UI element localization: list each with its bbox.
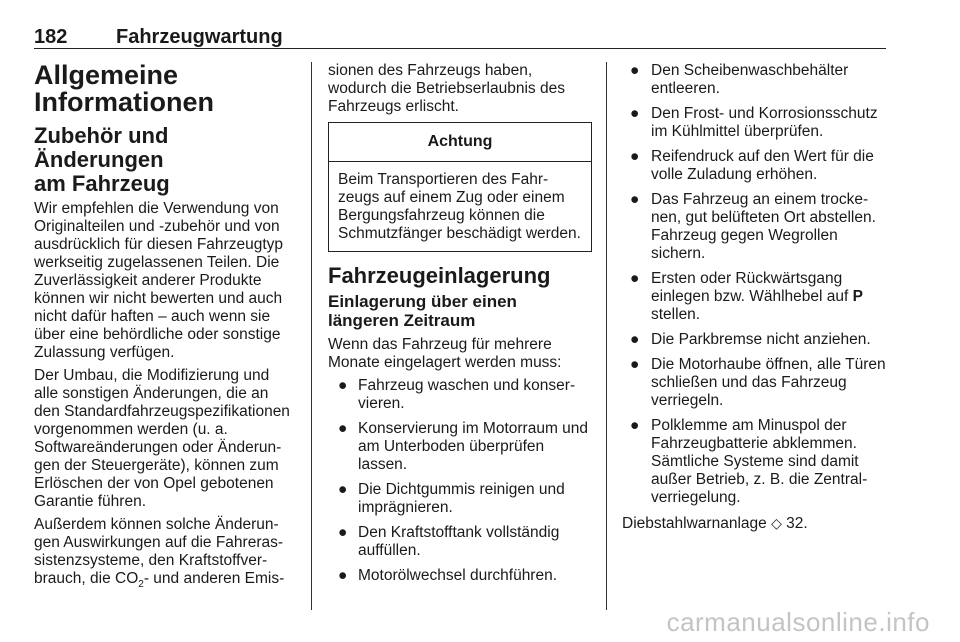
caution-title: Achtung — [329, 123, 591, 162]
page-reference-icon: ◇ — [771, 515, 782, 531]
list-item — [328, 420, 592, 474]
column-3 — [622, 62, 888, 538]
list-item — [328, 377, 592, 413]
bullet-icon: ● — [338, 567, 348, 584]
co2-subscript: 2 — [138, 579, 144, 591]
paragraph-1: Wir empfehlen die Verwendung von Originalteilen und -zubehör und von ausdrücklich für diesen Fahrzeugtyp werkseitig zugelassenen Teilen. Die Zuverlässigkeit anderer Produkte können wir nicht bewerten und auch nicht dafür haften – auch wenn sie über eine behördliche oder sonstige Zulassung verfügen. — [34, 200, 283, 361]
gear-p-label: P — [852, 288, 863, 305]
bullet-icon: ● — [338, 377, 348, 394]
list-item-text: Die Motorhaube öffnen, alle Türen schließen und das Fahrzeug verriegeln. — [651, 356, 886, 409]
list-item-text: Konservierung im Motorraum und am Unterboden überprüfen lassen. — [358, 420, 589, 473]
list-item-text-end: stellen. — [651, 306, 701, 323]
storage-list-continued — [622, 62, 888, 507]
list-item-text: Die Dichtgummis reinigen und imprägnieren. — [358, 481, 565, 516]
bullet-icon: ● — [630, 105, 640, 122]
storage-list — [328, 377, 592, 585]
bullet-icon: ● — [338, 420, 348, 437]
subsection-title-long-storage: Einlagerung über einen längeren Zeitraum — [328, 292, 517, 330]
list-item — [328, 481, 592, 517]
storage-intro: Wenn das Fahrzeug für mehrere Monate eingelagert werden muss: — [328, 336, 562, 371]
list-item-text: Das Fahrzeug an einem trockenen, gut belüfteten Ort abstellen. Fahrzeug gegen Wegrollen sichern. — [651, 191, 876, 262]
paragraph-3-end: - und anderen Emis- — [143, 570, 285, 587]
bullet-icon: ● — [630, 148, 640, 165]
bullet-icon: ● — [338, 524, 348, 541]
page-number: 182 — [34, 26, 68, 48]
page-header — [34, 26, 886, 49]
list-item — [622, 417, 888, 507]
paragraph-2: Der Umbau, die Modifizierung und alle sonstigen Änderungen, die an den Standardfahrzeugspezifikationen vorgenommen werden (u. a. Softwareänderungen oder Änderungen der Steuergeräte), können zum Erlöschen der von Opel gebotenen Garantie führen. — [34, 367, 290, 510]
list-item — [622, 105, 888, 141]
bullet-icon: ● — [630, 331, 640, 348]
list-item-text: Polklemme am Minuspol der Fahrzeugbatterie abklemmen. Sämtliche Systeme sind damit außer Betrieb, z. B. die Zentralverriegelung. — [651, 417, 868, 506]
continued-text: sionen des Fahrzeugs haben, wodurch die Betriebserlaubnis des Fahrzeugs erlischt. — [328, 62, 565, 115]
list-item — [622, 331, 888, 349]
list-item-text: Den Kraftstofftank vollständig auffüllen. — [358, 524, 560, 559]
bullet-icon: ● — [630, 191, 640, 208]
section-title-line1: Zubehör und Änderungen — [34, 123, 169, 172]
list-item — [622, 270, 888, 324]
bullet-icon: ● — [630, 62, 640, 79]
cross-reference — [622, 514, 888, 533]
list-item-text: Ersten oder Rückwärtsgang einlegen bzw. Wählhebel auf — [651, 270, 853, 305]
column-divider-2 — [606, 62, 607, 610]
list-item-text: Reifendruck auf den Wert für die volle Zuladung erhöhen. — [651, 148, 874, 183]
main-title-line2: Informationen — [34, 87, 214, 117]
list-item — [622, 62, 888, 98]
caution-text: Beim Transportieren des Fahrzeugs auf einem Zug oder einem Bergungsfahrzeug können die Schmutzfänger beschädigt werden. — [338, 171, 581, 242]
reference-text: Diebstahlwarnanlage — [622, 515, 767, 532]
list-item — [328, 524, 592, 560]
watermark: carmanualsonline.info — [666, 607, 930, 637]
column-2 — [328, 62, 592, 592]
bullet-icon: ● — [630, 417, 640, 434]
bullet-icon: ● — [338, 481, 348, 498]
caution-box — [328, 122, 592, 252]
list-item — [622, 356, 888, 410]
list-item-text: Den Scheibenwaschbehälter entleeren. — [651, 62, 849, 97]
bullet-icon: ● — [630, 270, 640, 287]
list-item — [622, 191, 888, 263]
section-title-accessories — [34, 124, 296, 196]
list-item — [328, 567, 592, 585]
column-1 — [34, 62, 296, 599]
section-title-storage: Fahrzeugeinlagerung — [328, 263, 551, 288]
chapter-title: Fahrzeugwartung — [116, 26, 283, 48]
list-item — [622, 148, 888, 184]
paragraph-3-text: Außerdem können solche Änderungen Auswirkungen auf die Fahrerassistenzsysteme, den Kraftstoffverbrauch, die CO — [34, 516, 284, 587]
list-item-text: Motorölwechsel durchführen. — [358, 567, 558, 584]
paragraph-3 — [34, 516, 296, 594]
bullet-icon: ● — [630, 356, 640, 373]
main-title — [34, 62, 296, 116]
list-item-text: Die Parkbremse nicht anziehen. — [651, 331, 871, 348]
reference-page: 32. — [786, 515, 808, 532]
list-item-text: Fahrzeug waschen und konservieren. — [358, 377, 576, 412]
column-divider-1 — [311, 62, 312, 610]
section-title-line2: am Fahrzeug — [34, 171, 170, 196]
main-title-line1: Allgemeine — [34, 60, 179, 90]
list-item-text: Den Frost- und Korrosionsschutz im Kühlmittel überprüfen. — [651, 105, 878, 140]
